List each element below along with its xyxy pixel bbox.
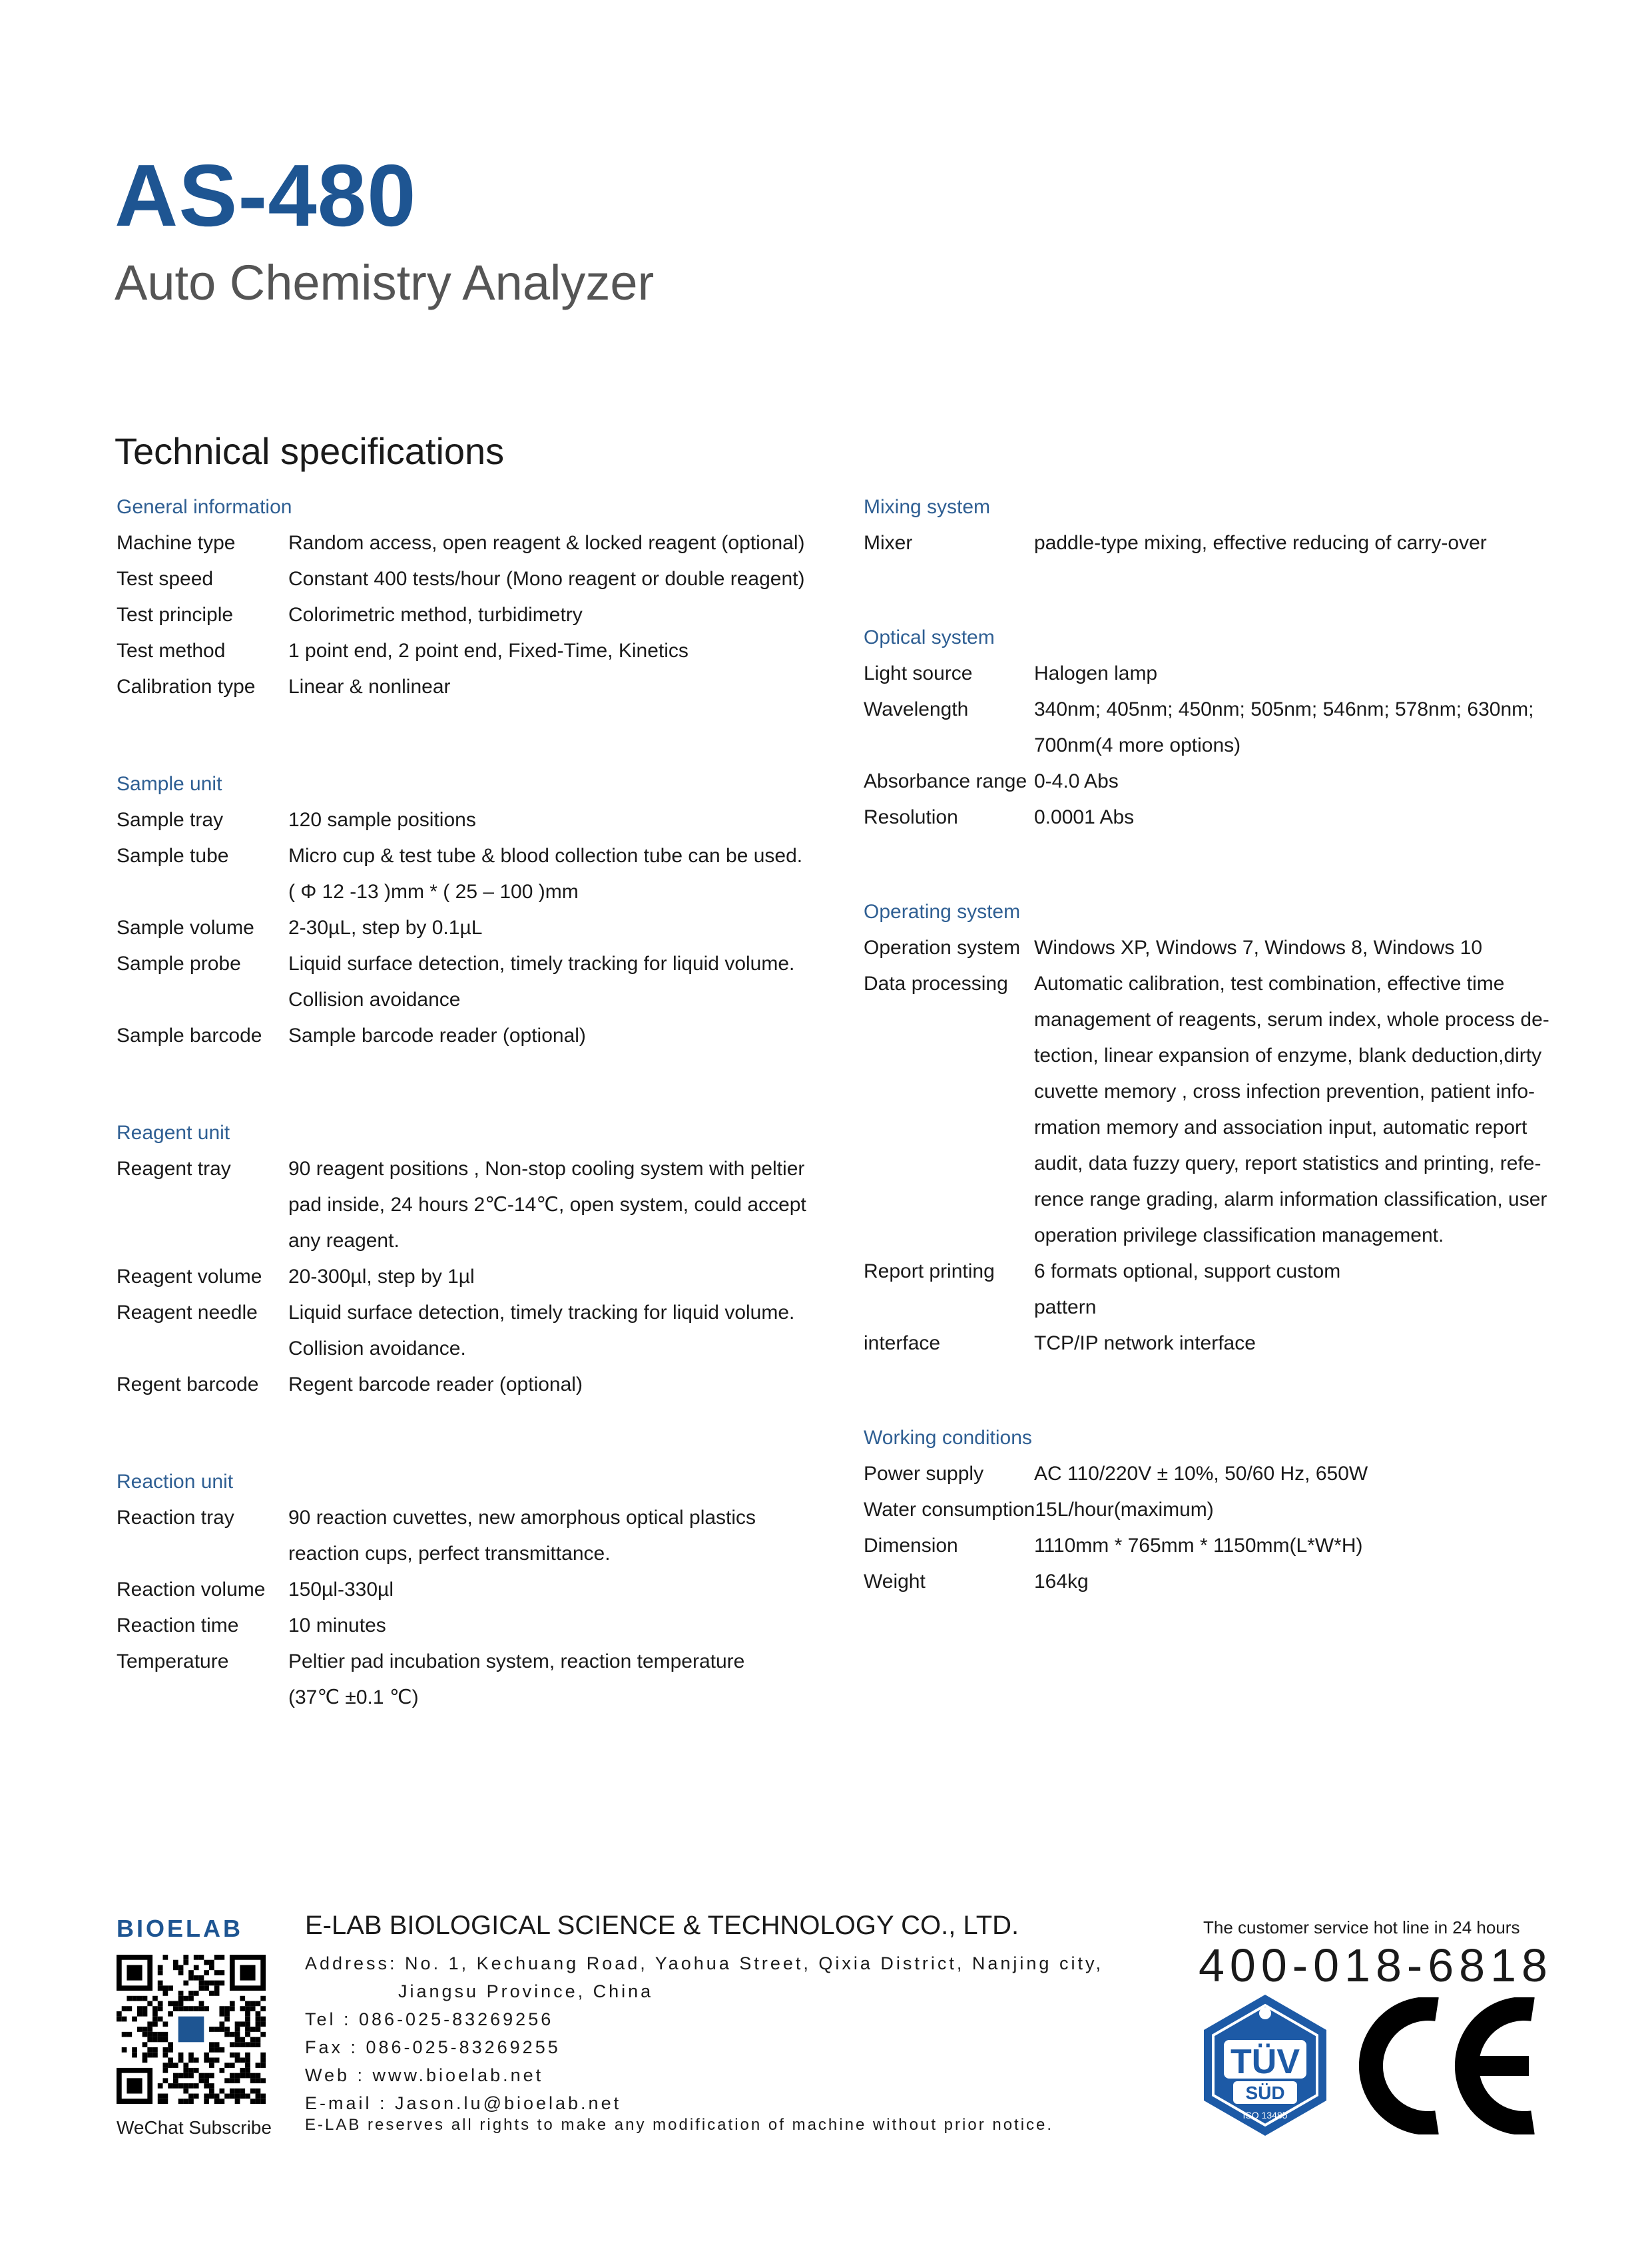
spec-row [117, 597, 822, 633]
spec-value [288, 910, 822, 946]
spec-row [864, 1254, 1549, 1326]
spec-value [1034, 930, 1549, 966]
spec-label: interface [864, 1332, 941, 1354]
spec-section [117, 1464, 822, 1716]
spec-label: Water consumption [864, 1499, 1035, 1521]
spec-value-line: 1 point end, 2 point end, Fixed-Time, Kinetics [288, 640, 688, 662]
spec-value [288, 525, 822, 561]
wechat-qr-code [117, 1955, 266, 2104]
spec-value-line: operation privilege classification management. [1034, 1224, 1444, 1246]
spec-row [864, 800, 1549, 836]
bioelab-logo: BIOELAB [117, 1915, 243, 1942]
spec-value-line: Colorimetric method, turbidimetry [288, 604, 583, 626]
spec-row [864, 1564, 1549, 1600]
email-line[interactable]: E-mail : Jason.lu@bioelab.net [305, 2093, 622, 2113]
spec-label: Light source [864, 662, 973, 684]
spec-value [288, 1295, 822, 1367]
spec-heading: Technical specifications [115, 430, 505, 472]
spec-value-line: 20-300µl, step by 1µl [288, 1266, 475, 1288]
spec-value-line: 10 minutes [288, 1615, 386, 1636]
tuv-sud-certification-icon [1192, 1992, 1338, 2138]
spec-value [288, 1151, 822, 1259]
spec-value-line: pad inside, 24 hours 2℃-14℃, open system, could accept [288, 1194, 806, 1216]
spec-value-line: 90 reaction cuvettes, new amorphous optical plastics [288, 1507, 756, 1529]
spec-row [117, 838, 822, 910]
spec-value [288, 946, 822, 1018]
spec-value [288, 1259, 822, 1295]
spec-row [864, 966, 1549, 1254]
spec-value-line: pattern [1034, 1296, 1097, 1318]
spec-label: Wavelength [864, 698, 969, 720]
spec-value [288, 669, 822, 705]
spec-label: Mixer [864, 532, 913, 554]
spec-row [117, 633, 822, 669]
spec-label: Reagent tray [117, 1158, 231, 1180]
contact-block [305, 1949, 1103, 2117]
spec-label: Data processing [864, 973, 1008, 995]
address-line: Address: No. 1, Kechuang Road, Yaohua Street, Qixia District, Nanjing city, [305, 1953, 1103, 1973]
company-name: E-LAB BIOLOGICAL SCIENCE & TECHNOLOGY CO., LTD. [305, 1911, 1019, 1940]
spec-row [864, 1456, 1549, 1492]
hotline-number: 400-018-6818 [1199, 1939, 1553, 1991]
spec-value-line: Liquid surface detection, timely tracking for liquid volume. [288, 953, 795, 975]
spec-row [864, 1326, 1549, 1362]
spec-row [117, 910, 822, 946]
spec-value-line: ( Φ 12 -13 )mm * ( 25 – 100 )mm [288, 881, 579, 903]
fax-line: Fax : 086-025-83269255 [305, 2037, 561, 2057]
spec-label: Reaction volume [117, 1579, 266, 1601]
spec-label: Operation system [864, 937, 1021, 959]
spec-value [1035, 1492, 1549, 1528]
spec-row [117, 1572, 822, 1608]
spec-value [1034, 1326, 1549, 1362]
spec-value-line: Micro cup & test tube & blood collection tube can be used. [288, 845, 803, 867]
spec-value [1034, 1564, 1549, 1600]
spec-row [117, 669, 822, 705]
spec-value [288, 802, 822, 838]
spec-value [288, 1644, 822, 1716]
spec-value [288, 1572, 822, 1608]
spec-label: Calibration type [117, 676, 256, 698]
spec-value-line: Linear & nonlinear [288, 676, 451, 698]
spec-label: Reagent needle [117, 1302, 258, 1324]
spec-value-line: Collision avoidance [288, 989, 461, 1011]
section-title: Working conditions [864, 1427, 1032, 1449]
spec-value-line: 0-4.0 Abs [1034, 770, 1119, 792]
spec-section [864, 489, 1549, 561]
section-spacer [864, 836, 1549, 894]
section-title: Optical system [864, 626, 995, 648]
spec-label: Power supply [864, 1463, 984, 1485]
section-spacer [864, 1362, 1549, 1420]
spec-value [288, 838, 822, 910]
spec-value-line: Collision avoidance. [288, 1338, 466, 1360]
spec-row [117, 1018, 822, 1054]
spec-value-line: reaction cups, perfect transmittance. [288, 1543, 611, 1565]
spec-value [288, 597, 822, 633]
section-title: General information [117, 496, 292, 518]
spec-value-line: Liquid surface detection, timely tracking for liquid volume. [288, 1302, 795, 1324]
spec-label: Sample probe [117, 953, 241, 975]
spec-value-line: cuvette memory , cross infection prevention, patient info- [1034, 1081, 1535, 1103]
product-model-title: AS-480 [115, 146, 417, 244]
spec-row [117, 1259, 822, 1295]
spec-label: Report printing [864, 1260, 995, 1282]
spec-value [288, 561, 822, 597]
spec-value-line: paddle-type mixing, effective reducing of carry-over [1034, 532, 1487, 554]
spec-row [117, 1367, 822, 1403]
section-spacer [117, 1054, 822, 1115]
spec-value-line: management of reagents, serum index, whole process de- [1034, 1009, 1549, 1031]
spec-value [1034, 966, 1549, 1254]
spec-value-line: Windows XP, Windows 7, Windows 8, Windows 10 [1034, 937, 1483, 959]
spec-row [864, 930, 1549, 966]
spec-label: Test method [117, 640, 226, 662]
spec-row [864, 764, 1549, 800]
spec-value-line: 120 sample positions [288, 809, 476, 831]
spec-value [1034, 1528, 1549, 1564]
product-name-subtitle: Auto Chemistry Analyzer [115, 255, 655, 310]
spec-label: Sample tube [117, 845, 229, 867]
spec-row [117, 1608, 822, 1644]
spec-value-line: Random access, open reagent & locked reagent (optional) [288, 532, 805, 554]
tuv-sud-text: SÜD [1245, 2083, 1285, 2103]
spec-label: Machine type [117, 532, 236, 554]
spec-value-line: 0.0001 Abs [1034, 806, 1135, 828]
ce-mark-icon [1358, 1997, 1539, 2134]
spec-label: Reaction tray [117, 1507, 234, 1529]
spec-value-line: 700nm(4 more options) [1034, 734, 1241, 756]
spec-value [288, 633, 822, 669]
tuv-iso-text: ISO 13485 [1242, 2110, 1288, 2120]
section-spacer [117, 1403, 822, 1464]
spec-label: Test principle [117, 604, 234, 626]
spec-value-line: Halogen lamp [1034, 662, 1158, 684]
spec-label: Absorbance range [864, 770, 1027, 792]
section-title: Reagent unit [117, 1122, 230, 1144]
tuv-text: TÜV [1231, 2043, 1300, 2081]
section-spacer [864, 561, 1549, 620]
spec-value [1034, 656, 1549, 692]
spec-row [864, 1528, 1549, 1564]
spec-value-line: Constant 400 tests/hour (Mono reagent or double reagent) [288, 568, 805, 590]
spec-label: Reagent volume [117, 1266, 262, 1288]
section-title: Reaction unit [117, 1471, 234, 1493]
spec-value-line: rence range grading, alarm information classification, user [1034, 1188, 1547, 1210]
section-title: Mixing system [864, 496, 991, 518]
spec-section [864, 1420, 1549, 1600]
spec-value-line: 90 reagent positions , Non-stop cooling system with peltier [288, 1158, 805, 1180]
spec-value-line: Peltier pad incubation system, reaction temperature [288, 1650, 745, 1672]
spec-row [864, 525, 1549, 561]
spec-label: Dimension [864, 1535, 958, 1557]
qr-caption: WeChat Subscribe [117, 2117, 272, 2138]
spec-section [117, 489, 822, 705]
spec-value [1034, 800, 1549, 836]
spec-section [864, 894, 1549, 1362]
spec-row [864, 692, 1549, 764]
spec-value-line: Sample barcode reader (optional) [288, 1025, 586, 1047]
spec-value-line: TCP/IP network interface [1034, 1332, 1256, 1354]
spec-row [117, 525, 822, 561]
spec-label: Reaction time [117, 1615, 239, 1636]
spec-row [117, 1151, 822, 1259]
spec-value [1034, 1456, 1549, 1492]
spec-value-line: rmation memory and association input, automatic report [1034, 1117, 1527, 1138]
spec-value-line: Regent barcode reader (optional) [288, 1373, 583, 1395]
spec-row [117, 1500, 822, 1572]
spec-label: Resolution [864, 806, 958, 828]
spec-value-line: 150µl-330µl [288, 1579, 394, 1601]
spec-value-line: AC 110/220V ± 10%, 50/60 Hz, 650W [1034, 1463, 1368, 1485]
spec-value [1034, 764, 1549, 800]
spec-value-line: 164kg [1034, 1571, 1089, 1593]
spec-value-line: 15L/hour(maximum) [1035, 1499, 1214, 1521]
spec-value-line: 2-30µL, step by 0.1µL [288, 917, 483, 939]
rights-notice: E-LAB reserves all rights to make any modification of machine without prior notice. [305, 2116, 1054, 2134]
spec-value-line: 340nm; 405nm; 450nm; 505nm; 546nm; 578nm; 630nm; [1034, 698, 1534, 720]
spec-value [288, 1018, 822, 1054]
section-spacer [117, 705, 822, 766]
spec-column-left [117, 489, 822, 1716]
section-title: Operating system [864, 901, 1021, 923]
spec-value [1034, 525, 1549, 561]
spec-value [288, 1500, 822, 1572]
spec-column-right [864, 489, 1549, 1600]
tel-line: Tel : 086-025-83269256 [305, 2009, 554, 2029]
address-line: Jiangsu Province, China [398, 1981, 654, 2001]
spec-value-line: 6 formats optional, support custom [1034, 1260, 1341, 1282]
web-line[interactable]: Web : www.bioelab.net [305, 2065, 544, 2085]
spec-value-line: tection, linear expansion of enzyme, blank deduction,dirty [1034, 1045, 1542, 1067]
spec-row [864, 1492, 1549, 1528]
spec-label: Sample volume [117, 917, 254, 939]
spec-row [117, 1644, 822, 1716]
spec-section [864, 620, 1549, 836]
spec-label: Test speed [117, 568, 214, 590]
spec-value-line: Automatic calibration, test combination, effective time [1034, 973, 1505, 995]
spec-label: Sample tray [117, 809, 224, 831]
spec-value-line: any reagent. [288, 1230, 400, 1252]
spec-value-line: (37℃ ±0.1 ℃) [288, 1686, 419, 1708]
spec-value-line: 1110mm * 765mm * 1150mm(L*W*H) [1034, 1535, 1363, 1557]
spec-row [117, 1295, 822, 1367]
spec-value [1034, 1254, 1549, 1326]
spec-row [864, 656, 1549, 692]
spec-value-line: audit, data fuzzy query, report statistics and printing, refe- [1034, 1152, 1541, 1174]
spec-value [288, 1608, 822, 1644]
spec-label: Regent barcode [117, 1373, 259, 1395]
spec-value [288, 1367, 822, 1403]
spec-label: Temperature [117, 1650, 229, 1672]
spec-label: Weight [864, 1571, 926, 1593]
spec-value [1034, 692, 1549, 764]
section-title: Sample unit [117, 773, 222, 795]
spec-row [117, 802, 822, 838]
spec-row [117, 561, 822, 597]
spec-label: Sample barcode [117, 1025, 262, 1047]
spec-section [117, 1115, 822, 1403]
hotline-label: The customer service hot line in 24 hours [1203, 1917, 1520, 1937]
spec-section [117, 766, 822, 1054]
spec-row [117, 946, 822, 1018]
